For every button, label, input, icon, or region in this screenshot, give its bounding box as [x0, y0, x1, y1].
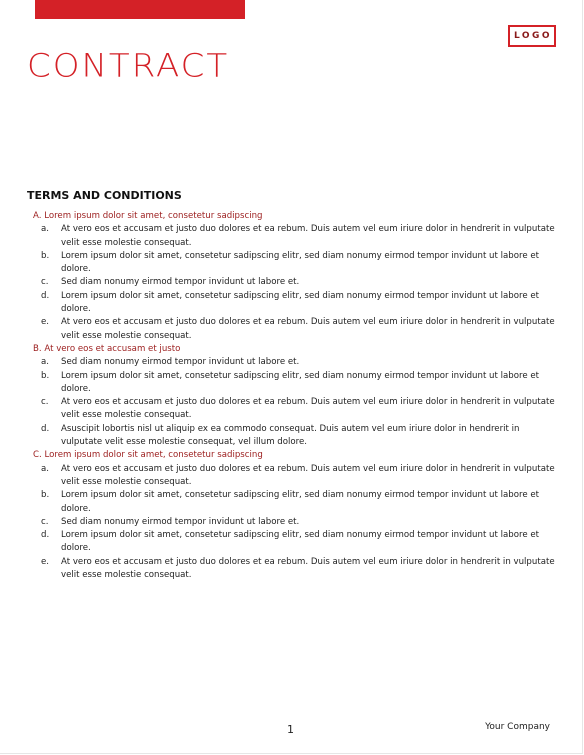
terms-group-c: [27, 449, 560, 582]
item-text: Lorem ipsum dolor sit amet, consetetur sadipscing elitr, sed diam nonumy eirmod tempor invidunt ut labore et dolore.: [61, 490, 539, 514]
item-letter: a.: [41, 357, 49, 368]
list-item: [27, 396, 560, 423]
item-letter: c.: [41, 397, 49, 408]
item-text: Lorem ipsum dolor sit amet, consetetur sadipscing elitr, sed diam nonumy eirmod tempor invidunt ut labore et dolore.: [61, 530, 539, 554]
item-text: Sed diam nonumy eirmod tempor invidunt ut labore et.: [61, 357, 300, 368]
item-list: [27, 223, 560, 343]
group-title: A. Lorem ipsum dolor sit amet, consetetur sadipscing: [33, 211, 263, 221]
list-item: [27, 290, 560, 317]
item-text: Sed diam nonumy eirmod tempor invidunt ut labore et.: [61, 516, 300, 527]
item-letter: a.: [41, 463, 49, 474]
terms-group-a: [27, 210, 560, 343]
item-letter: c.: [41, 516, 49, 527]
list-item: [27, 316, 560, 343]
item-letter: b.: [41, 250, 50, 261]
list-item: [27, 463, 560, 490]
terms-section: [27, 188, 560, 582]
item-text: Sed diam nonumy eirmod tempor invidunt ut labore et.: [61, 277, 300, 288]
terms-group-b: [27, 343, 560, 449]
page-number: 1: [287, 723, 294, 736]
item-text: At vero eos et accusam et justo duo dolores et ea rebum. Duis autem vel eum iriure dolor in hendrerit in vulputate velit esse molestie consequat.: [61, 397, 555, 421]
item-list: [27, 463, 560, 583]
item-letter: e.: [41, 317, 50, 328]
section-heading: TERMS AND CONDITIONS: [27, 189, 182, 202]
list-item: [27, 516, 560, 529]
list-item: [27, 223, 560, 250]
item-text: Lorem ipsum dolor sit amet, consetetur sadipscing elitr, sed diam nonumy eirmod tempor invidunt ut labore et dolore.: [61, 250, 539, 275]
list-item: [27, 556, 560, 583]
item-letter: e.: [41, 556, 50, 567]
item-letter: b.: [41, 490, 50, 501]
list-item: [27, 489, 560, 516]
item-text: At vero eos et accusam et justo duo dolores et ea rebum. Duis autem vel eum iriure dolor in hendrerit in vulputate velit esse molestie consequat.: [61, 317, 555, 341]
item-letter: c.: [41, 277, 49, 288]
item-text: At vero eos et accusam et justo duo dolores et ea rebum. Duis autem vel eum iriure dolor in hendrerit in vulputate velit esse molestie consequat.: [61, 463, 555, 487]
page-title: CONTRACT: [27, 47, 230, 86]
list-item: [27, 250, 560, 277]
item-letter: a.: [41, 224, 49, 235]
item-text: Lorem ipsum dolor sit amet, consetetur sadipscing elitr, sed diam nonumy eirmod tempor invidunt ut labore et dolore.: [61, 370, 539, 394]
top-accent-bar: [35, 0, 245, 19]
list-item: [27, 276, 560, 289]
group-title: B. At vero eos et accusam et justo: [33, 343, 181, 354]
item-letter: d.: [41, 530, 50, 541]
list-item: [27, 370, 560, 397]
list-item: [27, 529, 560, 556]
group-title: C. Lorem ipsum dolor sit amet, consetetur sadipscing: [33, 450, 263, 461]
item-text: Asuscipit lobortis nisl ut aliquip ex ea commodo consequat. Duis autem vel eum iriure dolor in hendrerit in vulputate velit esse molestie consequat, vel illum dolore.: [61, 423, 520, 448]
item-text: Lorem ipsum dolor sit amet, consetetur sadipscing elitr, sed diam nonumy eirmod tempor invidunt ut labore et dolore.: [61, 290, 539, 315]
item-letter: d.: [41, 290, 50, 301]
item-letter: b.: [41, 370, 50, 381]
list-item: [27, 423, 560, 450]
list-item: [27, 356, 560, 369]
company-name: Your Company: [485, 722, 550, 732]
logo: LOGO: [508, 25, 556, 47]
item-text: At vero eos et accusam et justo duo dolores et ea rebum. Duis autem vel eum iriure dolor in hendrerit in vulputate velit esse molestie consequat.: [61, 556, 555, 581]
item-text: At vero eos et accusam et justo duo dolores et ea rebum. Duis autem vel eum iriure dolor in hendrerit in vulputate velit esse molestie consequat.: [61, 224, 555, 248]
item-list: [27, 356, 560, 449]
item-letter: d.: [41, 423, 50, 434]
